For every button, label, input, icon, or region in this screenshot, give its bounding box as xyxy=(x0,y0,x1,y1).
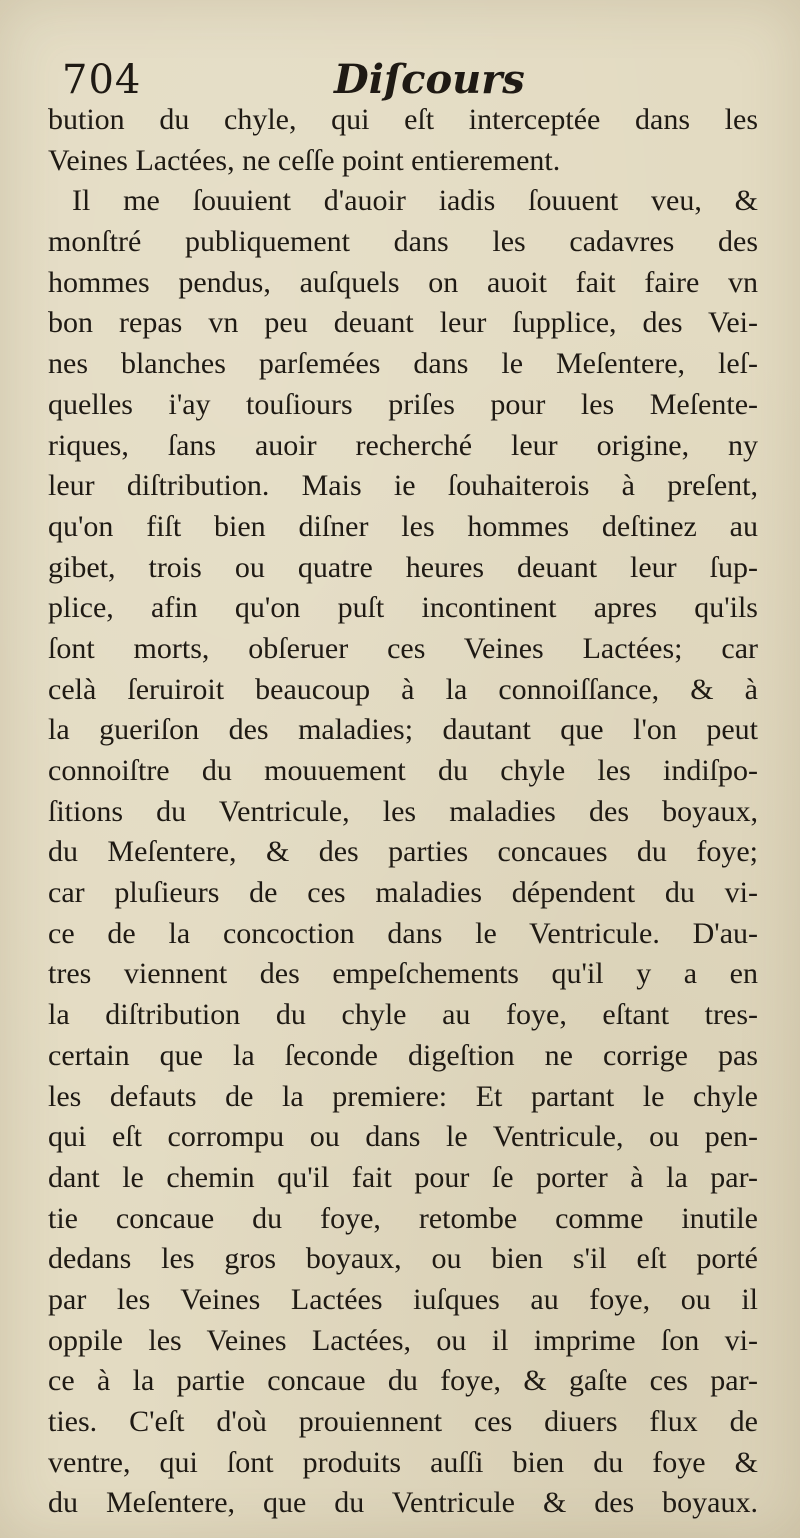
text-line: par les Veines Lactées iuſques au foye, ou il xyxy=(48,1282,758,1316)
text-line: Il me ſouuient d'auoir iadis ſouuent veu, & xyxy=(72,184,758,218)
text-line: quelles i'ay touſiours priſes pour les Meſente- xyxy=(48,387,758,421)
text-line: les defauts de la premiere: Et partant le chyle xyxy=(48,1079,758,1113)
text-line: riques, ſans auoir recherché leur origine, ny xyxy=(48,428,758,462)
text-line: gibet, trois ou quatre heures deuant leur ſup- xyxy=(48,550,758,584)
text-line: tres viennent des empeſchements qu'il y a en xyxy=(48,957,758,991)
text-line: dant le chemin qu'il fait pour ſe porter à la par- xyxy=(48,1160,758,1194)
text-line: ce de la concoction dans le Ventricule. D'au- xyxy=(48,916,758,950)
text-line: bon repas vn peu deuant leur ſupplice, des Vei- xyxy=(48,306,758,340)
text-line: du Meſentere, que du Ventricule & des boyaux. xyxy=(48,1486,758,1520)
text-line: hommes pendus, auſquels on auoit fait faire vn xyxy=(48,265,758,299)
text-line: oppile les Veines Lactées, ou il imprime ſon vi- xyxy=(48,1323,758,1357)
text-line: ventre, qui ſont produits auſſi bien du foye & xyxy=(48,1445,758,1479)
text-line: la gueriſon des maladies; dautant que l'on peut xyxy=(48,713,758,747)
text-line: ties. C'eſt d'où prouiennent ces diuers flux de xyxy=(48,1405,758,1438)
text-line: ce à la partie concaue du foye, & gaſte ces par- xyxy=(48,1364,758,1398)
text-line: du Meſentere, & des parties concaues du foye; xyxy=(48,835,758,869)
page-header xyxy=(62,55,752,105)
text-line: plice, afin qu'on puſt incontinent apres qu'ils xyxy=(48,591,758,625)
text-line: nes blanches parſemées dans le Meſentere, leſ- xyxy=(48,347,758,381)
text-line: tie concaue du foye, retombe comme inutile xyxy=(48,1201,758,1235)
body-text xyxy=(48,100,758,1524)
page-number: 704 xyxy=(62,57,142,103)
text-line: connoiſtre du mouuement du chyle les indiſpo- xyxy=(48,754,758,787)
text-line: certain que la ſeconde digeſtion ne corrige pas xyxy=(48,1038,758,1072)
text-line: celà ſeruiroit beaucoup à la connoiſſance, & à xyxy=(48,672,758,706)
text-line: bution du chyle, qui eſt interceptée dans les xyxy=(48,103,758,136)
text-line: ſont morts, obſeruer ces Veines Lactées; car xyxy=(48,631,758,665)
running-title: Diſcours xyxy=(334,56,525,103)
text-line: la diſtribution du chyle au foye, eſtant tres- xyxy=(48,998,758,1032)
text-line: ſitions du Ventricule, les maladies des boyaux, xyxy=(48,794,758,828)
text-line: qui eſt corrompu ou dans le Ventricule, ou pen- xyxy=(48,1120,758,1154)
text-line: monſtré publiquement dans les cadavres des xyxy=(48,225,758,259)
text-line: leur diſtribution. Mais ie ſouhaiterois à preſent, xyxy=(48,469,758,503)
text-line: car pluſieurs de ces maladies dépendent du vi- xyxy=(48,876,758,910)
text-line: Veines Lactées, ne ceſſe point entierement. xyxy=(48,143,561,177)
text-line: qu'on fiſt bien diſner les hommes deſtinez au xyxy=(48,509,758,543)
text-line: dedans les gros boyaux, ou bien s'il eſt porté xyxy=(48,1242,758,1276)
